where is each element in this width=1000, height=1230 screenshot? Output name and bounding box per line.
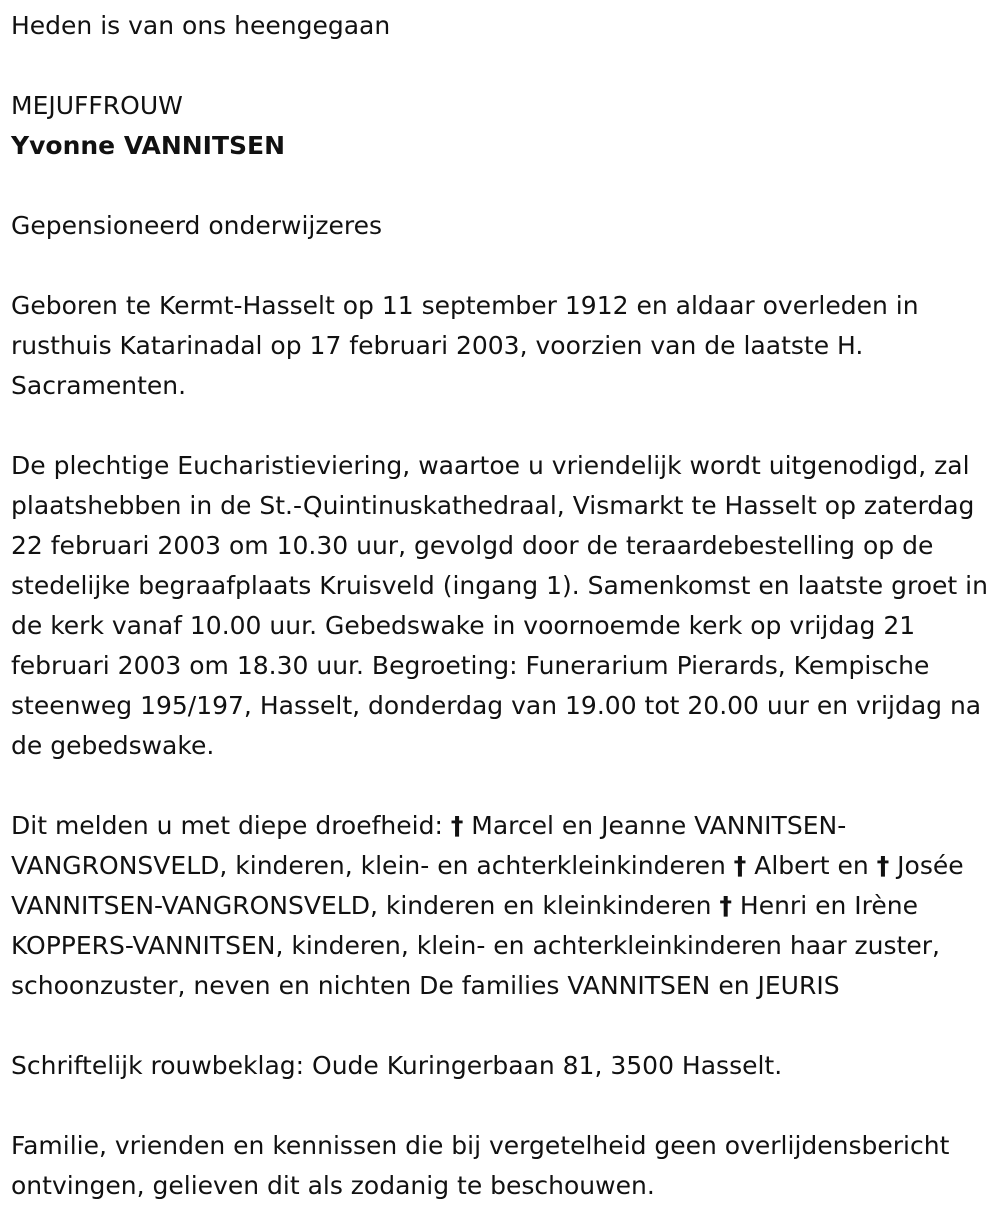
mourners-text-2: Marcel en Jeanne VANNITSEN-VANGRONSVELD, kinderen, klein- en achterkleinkinderen — [11, 811, 847, 880]
cross-icon: † — [719, 891, 732, 920]
cross-icon: † — [450, 811, 464, 840]
obituary-document — [11, 6, 996, 1206]
title-prefix: MEJUFFROUW — [11, 91, 183, 120]
mourners-text-1: Dit melden u met diepe droefheid: — [11, 811, 451, 840]
mourners-text-3: Albert en — [746, 851, 877, 880]
deceased-name: Yvonne VANNITSEN — [11, 131, 286, 160]
intro-line: Heden is van ons heengegaan — [11, 11, 391, 40]
condolence-address: Schriftelijk rouwbeklag: Oude Kuringerbaan 81, 3500 Hasselt. — [11, 1051, 783, 1080]
cross-icon: † — [733, 851, 747, 880]
birth-death-paragraph: Geboren te Kermt-Hasselt op 11 september 1912 en aldaar overleden in rusthuis Katarinadal op 17 februari 2003, voorzien van de laatste H. Sacramenten. — [11, 291, 919, 400]
cross-icon: † — [876, 851, 890, 880]
ceremony-paragraph: De plechtige Eucharistieviering, waartoe u vriendelijk wordt uitgenodigd, zal plaatshebben in de St.-Quintinuskathedraal, Vismarkt te Hasselt op zaterdag 22 februari 2003 om 10.30 uur, gevolgd door de teraardebestelling op de stedelijke begraafplaats Kruisveld (ingang 1). Samenkomst en laatste groet in de kerk vanaf 10.00 uur. Gebedswake in voornoemde kerk op vrijdag 21 februari 2003 om 18.30 uur. Begroeting: Funerarium Pierards, Kempische steenweg 195/197, Hasselt, donderdag van 19.00 tot 20.00 uur en vrijdag na de gebedswake. — [11, 451, 988, 760]
closing-note: Familie, vrienden en kennissen die bij vergetelheid geen overlijdensbericht ontvingen, gelieven dit als zodanig te beschouwen. — [11, 1131, 950, 1200]
mourners-text-5: Henri en Irène KOPPERS-VANNITSEN, kinderen, klein- en achterkleinkinderen haar zuster, schoonzuster, neven en nichten De families VANNITSEN en JEURIS — [11, 891, 940, 1000]
profession: Gepensioneerd onderwijzeres — [11, 211, 383, 240]
mourners-text-4: Josée VANNITSEN-VANGRONSVELD, kinderen en kleinkinderen — [11, 851, 964, 920]
mourners-paragraph — [11, 806, 996, 1006]
